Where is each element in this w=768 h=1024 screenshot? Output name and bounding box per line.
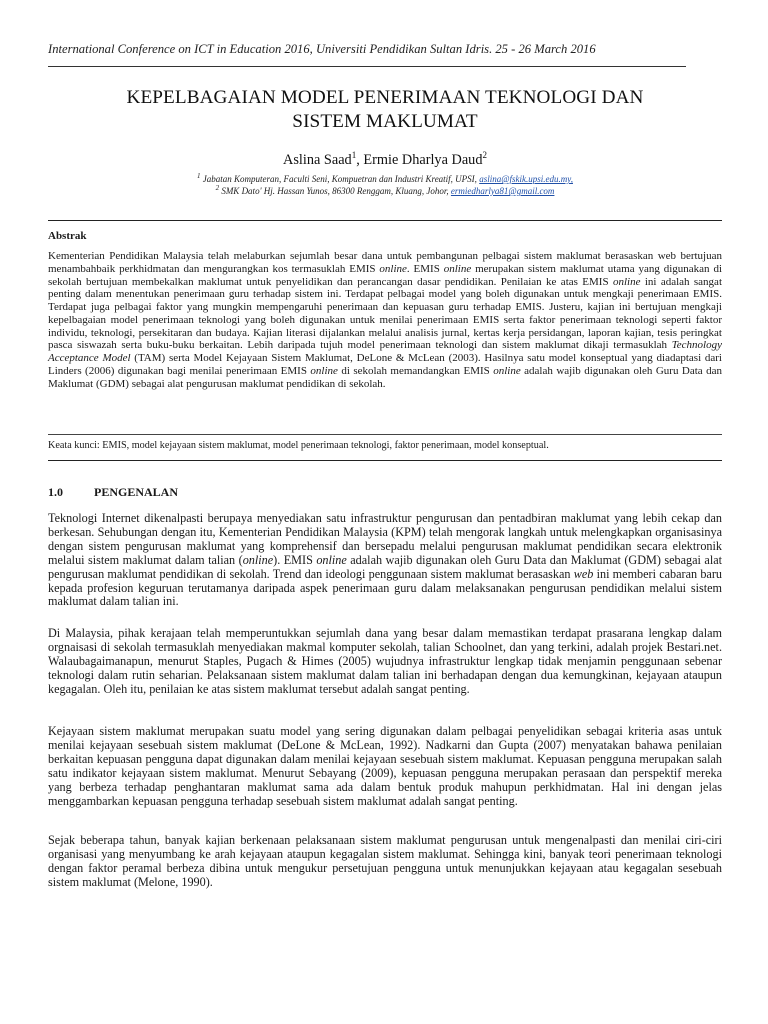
keywords-rule	[48, 434, 722, 435]
section-title: PENGENALAN	[94, 485, 179, 499]
author-1-affil-mark: 1	[351, 150, 357, 160]
paragraph-emphasis: online	[242, 552, 274, 567]
author-2: Ermie Dharlya Daud	[363, 151, 483, 168]
title-line-1: KEPELBAGAIAN MODEL PENERIMAAN TEKNOLOGI DAN	[126, 87, 644, 108]
affiliation-1-email-link[interactable]: aslina@fskik.upsi.edu.my,	[479, 174, 573, 184]
affiliation-2-text: SMK Dato' Hj. Hassan Yunos, 86300 Renggam, Kluang, Johor,	[221, 186, 449, 196]
author-2-affil-mark: 2	[482, 150, 487, 160]
section-number: 1.0	[48, 485, 63, 499]
abstract-emphasis: online	[379, 262, 407, 275]
paragraph-text: adalah wajib digunakan oleh Guru Data dan Maklumat (GDM) sebagai alat pengurusan maklumat pendidikan di sekolah. Trend dan ideologi penggunaan sistem maklumat berasaskan	[48, 552, 723, 581]
affiliation-2-email-link[interactable]: ermiedharlya81@gmail.com	[450, 186, 555, 196]
running-header: International Conference on ICT in Education 2016, Universiti Pendidikan Sultan Idris. 25 - 26 March 2016	[48, 42, 596, 56]
section-heading	[48, 485, 178, 500]
abstract-emphasis: online	[443, 262, 472, 275]
keywords: Keata kunci: EMIS, model kejayaan sistem maklumat, model penerimaan teknologi, faktor penerimaan, model konseptual.	[48, 440, 549, 451]
abstract-text: merupakan sistem maklumat utama yang digunakan di sekolah bertujuan membekalkan maklumat untuk penyelidikan dan perancangan dasar pendidikan. Penilaian ke atas EMIS	[48, 262, 722, 288]
abstract-emphasis: Technology Acceptance Model	[48, 339, 722, 364]
abstract-emphasis: online	[310, 364, 338, 377]
paragraph-text: ). EMIS	[273, 552, 317, 567]
affiliation-1	[48, 172, 722, 184]
paragraph-1	[48, 512, 722, 609]
author-list	[48, 150, 722, 169]
paragraph-4: Sejak beberapa tahun, banyak kajian berkenaan pelaksanaan sistem maklumat pengurusan untuk mengenalpasti dan menilai ciri-ciri organisasi yang menyumbang ke arah kejayaan ataupun kegagalan sistem maklumat. Sehingga kini, banyak teori penerimaan teknologi dengan faktor peramal berbeza dibina untuk mengukur persetujuan pengguna untuk menunjukkan kejayaan atau kegagalan sesebuah sistem maklumat (Melone, 1990).	[48, 833, 722, 889]
abstract-text: Kementerian Pendidikan Malaysia telah melaburkan sejumlah besar dana untuk pembangunan pelbagai sistem maklumat berasaskan web bertujuan menambahbaik perkhidmatan dan mengurangkan kos termasuklah EMIS	[48, 250, 722, 275]
abstract-text: ini adalah sangat penting dalam menentukan penerimaan guru terhadap sistem ini. Terdapat pelbagai model yang boleh digunakan untuk mengkaji penerimaan EMIS. Terdapat juga pelbagai faktor yang mungkin mempengaruhi penerimaan dan kepuasan guru terhadap EMIS. Justeru, kajian ini bertujuan mengkaji kepelbagaian model penerimaan teknologi yang boleh digunakan untuk menilai penerimaan EMIS serta faktor penerimaan teknologi seperti faktor individu, teknologi, persekitaran dan budaya. Kajian literasi dijalankan melalui analisis jurnal, kertas kerja persidangan, laporan kajian, tesis peringkat pasca siswazah serta buku-buku berkaitan. Lebih daripada tujuh model penerimaan teknologi dan sistem maklumat dikaji termasuklah	[48, 275, 722, 352]
abstract-heading: Abstrak	[48, 230, 87, 242]
affiliation-1-mark: 1	[197, 172, 201, 180]
header-rule	[48, 66, 686, 67]
author-1: Aslina Saad	[283, 151, 352, 168]
abstract-text: . EMIS	[406, 262, 444, 275]
paragraph-text: ini memberi cabaran baru kepada profesion keguruan terutamanya daripada aspek penerimaan guru dalam melaksanakan pengurusan pendidikan melalui sistem maklumat dalam talian ini.	[48, 566, 722, 609]
paper-title	[48, 86, 722, 134]
abstract-body	[48, 250, 722, 390]
paragraph-emphasis: web	[573, 566, 594, 581]
paragraph-2: Di Malaysia, pihak kerajaan telah memperuntukkan sejumlah dana yang besar dalam memastikan terdapat prasarana lengkap dalam orgnaisasi di sekolah termasuklah menyediakan makmal komputer sekolah, talian Schoolnet, dan yang terkini, adalah projek Bestari.net. Walaubagaimanapun, menurut Staples, Pugach & Himes (2005) wujudnya infrastruktur lengkap tidak menjamin penggunaan sebenar teknologi dalam rutin seharian. Pelaksanaan sistem maklumat dalam talian ini berhadapan dengan dua kemungkinan, kejayaan ataupun kegagalan. Oleh itu, penilaian ke atas sistem maklumat tersebut adalah sangat penting.	[48, 626, 722, 696]
abstract-text: adalah wajib digunakan oleh Guru Data dan Maklumat (GDM) sebagai alat pengurusan maklumat pendidikan di sekolah.	[48, 364, 722, 390]
affiliation-1-text: Jabatan Komputeran, Faculti Seni, Kompuetran dan Industri Kreatif, UPSI,	[202, 174, 477, 184]
paragraph-text: Teknologi Internet dikenalpasti berupaya menyediakan satu infrastruktur pengurusan dan pentadbiran maklumat yang lebih cekap dan berkesan. Sehubungan dengan itu, Kementerian Pendidikan Malaysia (KPM) telah mengorak langkah untuk melengkapkan organisasinya dengan sistem pengurusan maklumat yang komprehensif dan bersepadu melalui pengurusan maklumat pendidikan secara elektronik melalui sistem maklumat dalam talian (	[48, 511, 722, 567]
paragraph-emphasis: online	[316, 552, 347, 567]
abstract-top-rule	[48, 220, 722, 221]
abstract-text: di sekolah memandangkan EMIS	[337, 364, 494, 377]
abstract-text: (TAM) serta Model Kejayaan Sistem Maklumat, DeLone & McLean (2003). Hasilnya satu model konseptual yang diadaptasi dari Linders (2006) digunakan bagi menilai penerimaan EMIS	[48, 352, 722, 377]
abstract-bottom-rule	[48, 460, 722, 461]
paragraph-3: Kejayaan sistem maklumat merupakan suatu model yang sering digunakan dalam pelbagai penyelidikan sebagai kriteria asas untuk menilai kejayaan sesebuah sistem maklumat (DeLone & McLean, 1992). Nadkarni dan Gupta (2007) menyatakan bahawa penilaian berkaitan kepuasan pengguna dapat digunakan dalam menilai kejayaan sesebuah sistem maklumat. Kepuasan pengguna merupakan salah satu indikator kejayaan sistem maklumat. Menurut Sebayang (2009), kepuasan pengguna merupakan perasaan dan perspektif mereka yang berbeza terhadap penghantaran maklumat sama ada dalam bentuk produk mahupun perkhidmatan. Hal ini dengan jelas menggambarkan kepuasan pengguna terhadap sesebuah sistem maklumat adalah sangat penting.	[48, 724, 722, 808]
author-separator: ,	[356, 151, 364, 168]
abstract-emphasis: online	[493, 364, 521, 377]
abstract-emphasis: online	[612, 275, 641, 288]
affiliation-2-mark: 2	[215, 184, 220, 192]
affiliation-2	[48, 184, 722, 196]
title-line-2: SISTEM MAKLUMAT	[292, 111, 478, 132]
